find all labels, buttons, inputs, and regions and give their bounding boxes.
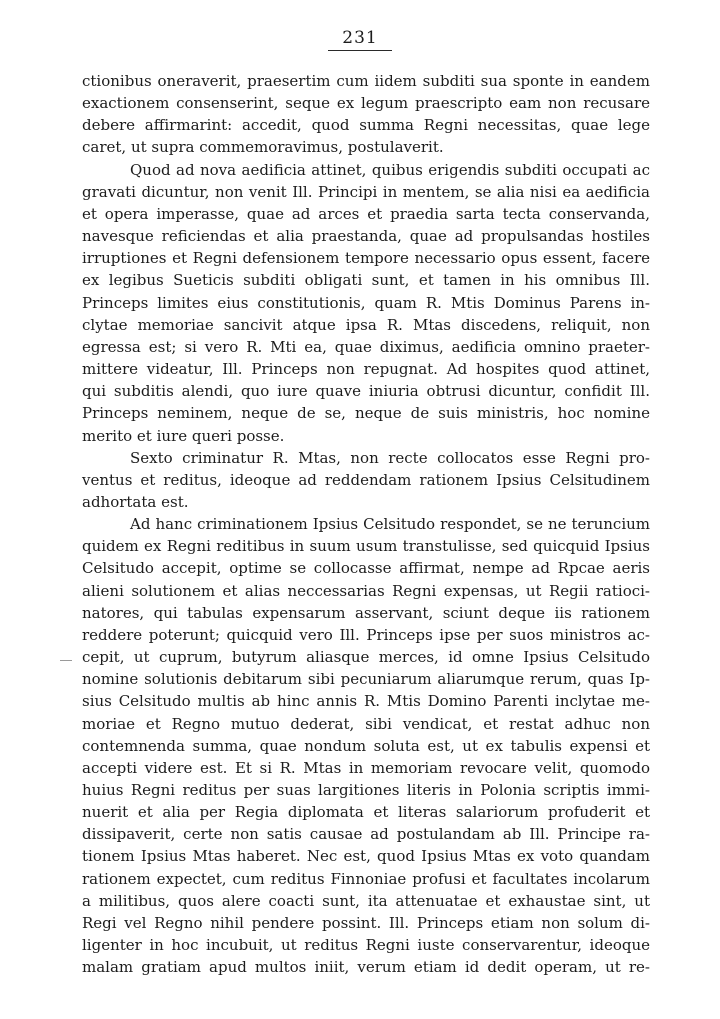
text-line: reddere poterunt; quicquid vero Ill. Princeps ipse per suos ministros ac- xyxy=(82,625,650,644)
paragraph xyxy=(82,513,650,978)
paragraph xyxy=(82,447,650,513)
text-line: exactionem consenserint, seque ex legum praescripto eam non recusare xyxy=(82,94,650,113)
text-line: cepit, ut cuprum, butyrum aliasque merces, id omne Ipsius Celsitudo xyxy=(82,648,650,667)
text-line: quidem ex Regni reditibus in suum usum transtulisse, sed quicquid Ipsius xyxy=(82,537,650,556)
text-line: ligenter in hoc incubuit, ut reditus Regni iuste conservarentur, ideoque xyxy=(82,936,650,955)
text-line: malam gratiam apud multos iniit, verum etiam id dedit operam, ut re- xyxy=(82,958,650,977)
text-line: nomine solutionis debitarum sibi pecuniarum aliarumque rerum, quas Ip- xyxy=(82,670,650,689)
text-line: Sexto criminatur R. Mtas, non recte collocatos esse Regni pro- xyxy=(130,448,650,467)
text-line: contemnenda summa, quae nondum soluta est, ut ex tabulis expensi et xyxy=(82,736,650,755)
text-line: egressa est; si vero R. Mti ea, quae diximus, aedificia omnino praeter- xyxy=(82,337,650,356)
text-line: dissipaverit, certe non satis causae ad postulandam ab Ill. Principe ra- xyxy=(82,825,650,844)
text-line: a militibus, quos alere coacti sunt, ita attenuatae et exhaustae sint, ut xyxy=(82,891,650,910)
text-line: nuerit et alia per Regia diplomata et literas salariorum profuderit et xyxy=(82,803,650,822)
text-line: Princeps neminem, neque de se, neque de suis ministris, hoc nomine xyxy=(82,404,650,423)
text-line: sius Celsitudo multis ab hinc annis R. Mtis Domino Parenti inclytae me- xyxy=(82,692,650,711)
text-line: rationem expectet, cum reditus Finnoniae profusi et facultates incolarum xyxy=(82,869,650,888)
text-line: accepti videre est. Et si R. Mtas in memoriam revocare velit, quomodo xyxy=(82,758,650,777)
text-line: debere affirmarint: accedit, quod summa Regni necessitas, quae lege xyxy=(82,116,650,135)
text-line: alieni solutionem et alias neccessarias Regni expensas, ut Regii ratioci- xyxy=(82,581,650,600)
text-line: moriae et Regno mutuo dederat, sibi vendicat, et restat adhuc non xyxy=(82,714,650,733)
text-line: ex legibus Sueticis subditi obligati sunt, et tamen in his omnibus Ill. xyxy=(82,271,650,290)
text-line: et opera imperasse, quae ad arces et praedia sarta tecta conservanda, xyxy=(82,204,650,223)
body-text xyxy=(82,70,650,978)
text-line: gravati dicuntur, non venit Ill. Principi in mentem, se alia nisi ea aedificia xyxy=(82,182,650,201)
text-line: irruptiones et Regni defensionem tempore necessario opus essent, facere xyxy=(82,249,650,268)
page-header xyxy=(0,28,720,51)
paragraph xyxy=(82,159,650,447)
text-line: natores, qui tabulas expensarum asservant, sciunt deque iis rationem xyxy=(82,603,650,622)
text-line: Regi vel Regno nihil pendere possint. Ill. Princeps etiam non solum di- xyxy=(82,913,650,932)
paragraph xyxy=(82,70,650,159)
text-line: navesque reficiendas et alia praestanda, quae ad propulsandas hostiles xyxy=(82,227,650,246)
text-line: ventus et reditus, ideoque ad reddendam rationem Ipsius Celsitudinem xyxy=(82,470,650,489)
text-line: huius Regni reditus per suas largitiones literis in Polonia scriptis immi- xyxy=(82,781,650,799)
text-line: clytae memoriae sancivit atque ipsa R. Mtas discedens, reliquit, non xyxy=(82,315,650,334)
page-number: 231 xyxy=(328,28,391,51)
text-line: Ad hanc criminationem Ipsius Celsitudo respondet, se ne teruncium xyxy=(130,515,650,534)
text-line: mittere videatur, Ill. Princeps non repugnat. Ad hospites quod attinet, xyxy=(82,360,650,379)
text-line: ctionibus oneraverit, praesertim cum iidem subditi sua sponte in eandem xyxy=(82,72,650,90)
text-line: Celsitudo accepit, optime se collocasse affirmat, nempe ad Rpcae aeris xyxy=(82,559,650,578)
text-line: Princeps limites eius constitutionis, quam R. Mtis Dominus Parens in- xyxy=(82,293,650,312)
text-line: caret, ut supra commemoravimus, postulaverit. xyxy=(82,138,444,157)
text-line: tionem Ipsius Mtas haberet. Nec est, quod Ipsius Mtas ex voto quandam xyxy=(82,847,650,866)
text-line: Quod ad nova aedificia attinet, quibus erigendis subditi occupati ac xyxy=(130,160,650,179)
text-line: qui subditis alendi, quo iure quave iniuria obtrusi dicuntur, confidit Ill. xyxy=(82,382,650,401)
text-line: merito et iure queri posse. xyxy=(82,426,285,445)
text-line: adhortata est. xyxy=(82,492,189,511)
margin-mark xyxy=(60,660,72,661)
